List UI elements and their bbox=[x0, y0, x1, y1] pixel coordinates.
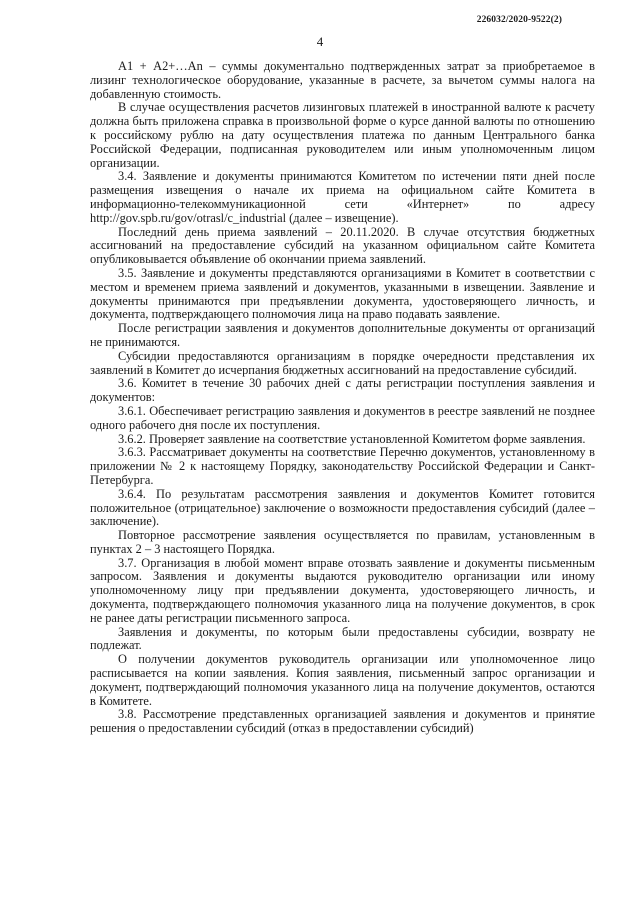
paragraph-3-6-4: 3.6.4. По результатам рассмотрения заявления и документов Комитет готовится положительное (отрицательное) заключение о возможности предоставления субсидий (далее – заключение). bbox=[90, 486, 595, 529]
paragraph-formula-note: А1 + А2+…Аn – суммы документально подтвержденных затрат за приобретаемое в лизинг технологическое оборудование, указанные в расчете, за вычетом суммы налога на добавленную стоимость. bbox=[90, 59, 595, 101]
paragraph-3-6: 3.6. Комитет в течение 30 рабочих дней с даты регистрации поступления заявления и документов: bbox=[90, 376, 595, 405]
paragraph-receipt: О получении документов руководитель организации или уполномоченное лицо расписывается на копии заявления. Копия заявления, письменный запрос организации и документ, подтверждающий полномочия указанного лица на получение документов, остаются в Комитете. bbox=[90, 652, 595, 708]
paragraph-foreign-currency: В случае осуществления расчетов лизинговых платежей в иностранной валюте к расчету должна быть приложена справка в произвольной форме о курсе данной валюты по отношению к российскому рублю на дату осуществления платежа по данным Центрального банка Российской Федерации, подписанная руководителем или иным уполномоченным лицом организации. bbox=[90, 100, 595, 170]
document-id: 226032/2020-9522(2) bbox=[476, 15, 562, 25]
page-number: 4 bbox=[316, 34, 324, 49]
paragraph-3-6-2: 3.6.2. Проверяет заявление на соответствие установленной Комитетом форме заявления. bbox=[118, 431, 586, 446]
paragraph-3-5: 3.5. Заявление и документы представляются организациями в Комитет в соответствии с местом и временем приема заявлений и документов, указанными в извещении. Заявление и документы принимаются при предъявлении документа, удостоверяющего личность, и документа, подтверждающего полномочия лица на право подавать заявление. bbox=[90, 265, 595, 322]
document-body bbox=[90, 60, 595, 736]
paragraph-3-7: 3.7. Организация в любой момент вправе отозвать заявление и документы письменным запросом. Заявления и документы выдаются руководителю организации или иному уполномоченному лицу при предъявлении документа, удостоверяющего личность, и документа, подтверждающего полномочия указанного лица на получение документов, в срок не ранее даты регистрации письменного запроса. bbox=[90, 555, 595, 625]
paragraph-last-day: Последний день приема заявлений – 20.11.2020. В случае отсутствия бюджетных ассигнований на предоставление субсидий на указанном официальном сайте Комитета опубликовывается объявление об окончании приема заявлений. bbox=[90, 224, 595, 267]
paragraph-after-registration: После регистрации заявления и документов дополнительные документы от организаций не принимаются. bbox=[90, 321, 595, 349]
paragraph-no-return: Заявления и документы, по которым были предоставлены субсидии, возврату не подлежат. bbox=[90, 624, 595, 653]
paragraph-3-6-3: 3.6.3. Рассматривает документы на соответствие Перечню документов, установленному в приложении № 2 к настоящему Порядку, законодательству Российской Федерации и Санкт-Петербурга. bbox=[90, 445, 595, 487]
paragraph-3-8: 3.8. Рассмотрение представленных организацией заявления и документов и принятие решения о предоставлении субсидий (отказ в предоставлении субсидий) bbox=[90, 707, 595, 736]
paragraph-subsidies-order: Субсидии предоставляются организациям в порядке очередности представления их заявлений в Комитет до исчерпания бюджетных ассигнований на предоставление субсидий. bbox=[90, 348, 595, 377]
paragraph-3-4: 3.4. Заявление и документы принимаются Комитетом по истечении пяти дней после размещения извещения о начале их приема на официальном сайте Комитета в информационно-телекоммуникационной сети «Интернет» по адресу http://gov.spb.ru/gov/otrasl/c_industrial (далее – извещение). bbox=[90, 169, 595, 225]
paragraph-3-6-1: 3.6.1. Обеспечивает регистрацию заявления и документов в реестре заявлений не позднее одного рабочего дня после их поступления. bbox=[90, 403, 595, 432]
paragraph-repeat-review: Повторное рассмотрение заявления осуществляется по правилам, установленным в пунктах 2 – 3 настоящего Порядка. bbox=[90, 528, 595, 556]
